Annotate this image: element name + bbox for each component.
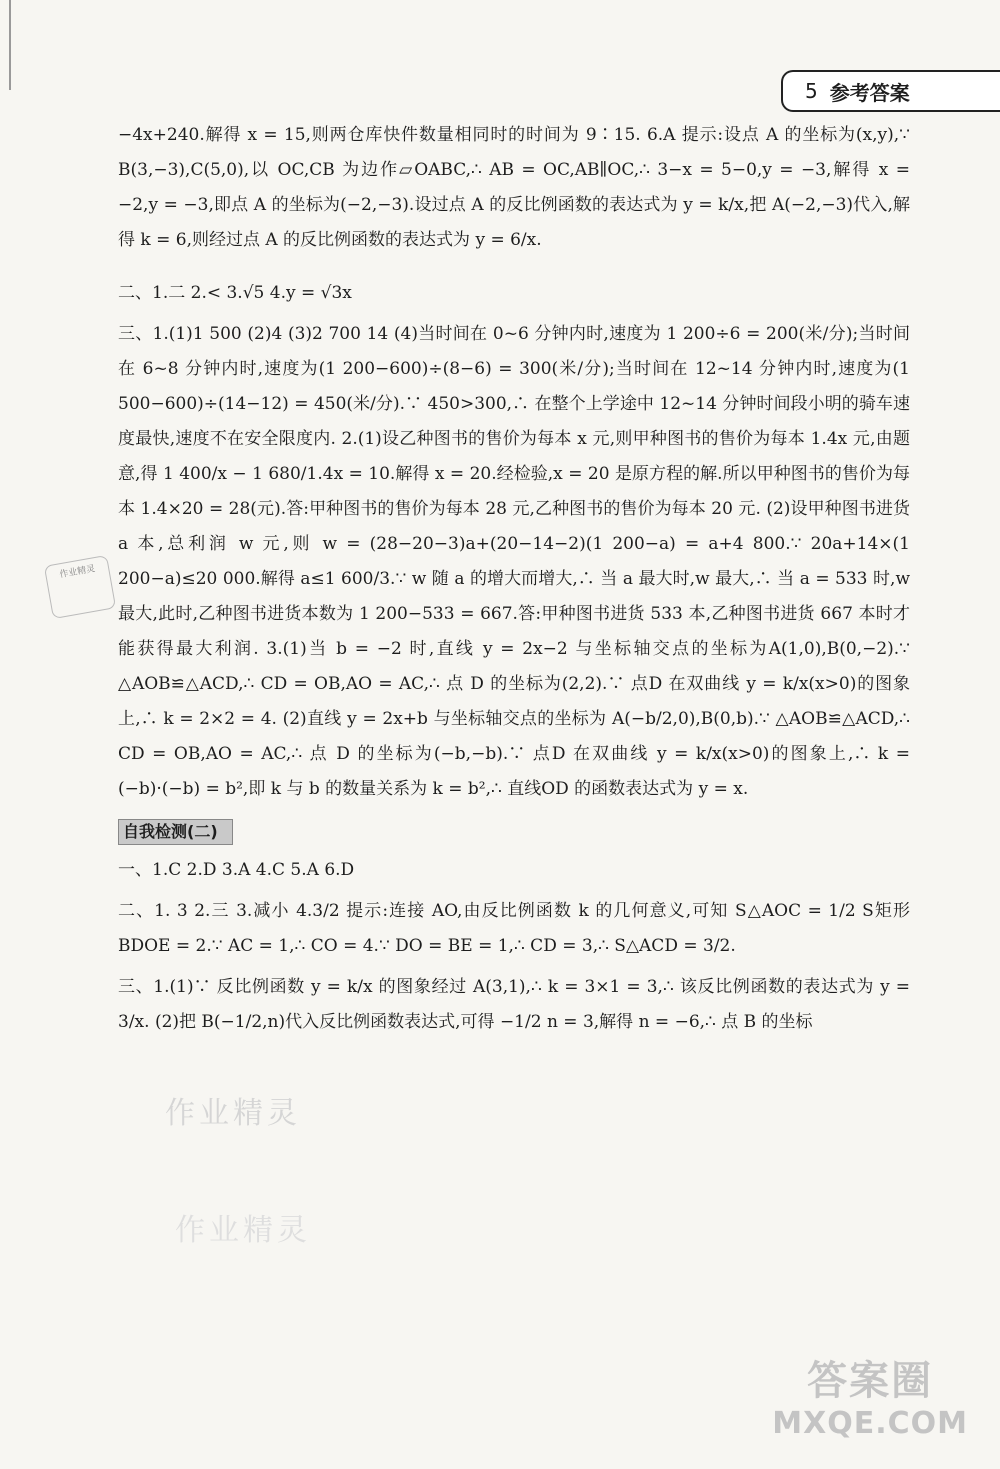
chapter-number: 5 — [805, 79, 818, 103]
header-title: 参考答案 — [829, 80, 910, 105]
logo-url: MXQE.COM — [772, 1406, 968, 1441]
faint-watermark: 作业精灵 — [165, 1096, 301, 1131]
section-title: 自我检测(二) — [118, 819, 233, 845]
logo-text: 答案圈 — [807, 1358, 934, 1404]
faint-watermark: 作业精灵 — [175, 1213, 311, 1248]
book-spine-line — [9, 0, 11, 90]
answer-paragraph: 一、1.C 2.D 3.A 4.C 5.A 6.D — [118, 860, 355, 880]
answer-content — [118, 118, 910, 1046]
answer-paragraph: −4x+240.解得 x = 15,则两仓库快件数量相同时的时间为 9∶15. 6.A 提示:设点 A 的坐标为(x,y),∵ B(3,−3),C(5,0),以 OC,CB 为边作▱OABC,∴ AB = OC,AB∥OC,∴ 3−x = 5−0,y = −3,解得 x = −2,y = −3,即点 A 的坐标为(−2,−3).设过点 A 的反比例函数的表达式为 y = k/x,把 A(−2,−3)代入,解得 k = 6,则经过点 A 的反比例函数的表达式为 y = 6/x. — [118, 125, 910, 250]
answer-paragraph: 二、1.二 2.< 3.√5 4.y = √3x — [118, 283, 352, 303]
answer-paragraph: 三、1.(1)∵ 反比例函数 y = k/x 的图象经过 A(3,1),∴ k = 3×1 = 3,∴ 该反比例函数的表达式为 y = 3/x. (2)把 B(−1/2,n)代入反比例函数表达式,可得 −1/2 n = 3,解得 n = −6,∴ 点 B 的坐标 — [118, 977, 910, 1032]
page-header — [781, 70, 1000, 112]
answer-paragraph: 二、1. 3 2.三 3.减小 4.3/2 提示:连接 AO,由反比例函数 k 的几何意义,可知 S△AOC = 1/2 S矩形BDOE = 2.∵ AC = 1,∴ CO = 4.∵ DO = BE = 1,∴ CD = 3,∴ S△ACD = 3/2. — [118, 901, 910, 956]
site-logo-watermark — [772, 1349, 968, 1441]
stamp-watermark: 作业精灵 — [44, 555, 116, 619]
answer-paragraph: 三、1.(1)1 500 (2)4 (3)2 700 14 (4)当时间在 0~6 分钟内时,速度为 1 200÷6 = 200(米/分);当时间在 6~8 分钟内时,速度为(1 200−600)÷(8−6) = 300(米/分);当时间在 12~14 分钟内时,速度为(1 500−600)÷(14−12) = 450(米/分).∵ 450>300,∴ 在整个上学途中 12~14 分钟时间段小明的骑车速度最快,速度不在安全限度内. 2.(1)设乙种图书的售价为每本 x 元,则甲种图书的售价为每本 1.4x 元,由题意,得 1 400/x − 1 680/1.4x = 10.解得 x = 20.经检验,x = 20 是原方程的解.所以甲种图书的售价为每本 1.4×20 = 28(元).答:甲种图书的售价为每本 28 元,乙种图书的售价为每本 20 元. (2)设甲种图书进货 a 本,总利润 w 元,则 w = (28−20−3)a+(20−14−2)(1 200−a) = a+4 800.∵ 20a+14×(1 200−a)≤20 000.解得 a≤1 600/3.∵ w 随 a 的增大而增大,∴ 当 a 最大时,w 最大,∴ 当 a = 533 时,w 最大,此时,乙种图书进货本数为 1 200−533 = 667.答:甲种图书进货 533 本,乙种图书进货 667 本时才能获得最大利润. 3.(1)当 b = −2 时,直线 y = 2x−2 与坐标轴交点的坐标为A(1,0),B(0,−2).∵ △AOB≌△ACD,∴ CD = OB,AO = AC,∴ 点 D 的坐标为(2,2).∵ 点D 在双曲线 y = k/x(x>0)的图象上,∴ k = 2×2 = 4. (2)直线 y = 2x+b 与坐标轴交点的坐标为 A(−b/2,0),B(0,b).∵ △AOB≌△ACD,∴ CD = OB,AO = AC,∴ 点 D 的坐标为(−b,−b).∵ 点D 在双曲线 y = k/x(x>0)的图象上,∴ k = (−b)·(−b) = b²,即 k 与 b 的数量关系为 k = b²,∴ 直线OD 的函数表达式为 y = x. — [118, 324, 910, 799]
